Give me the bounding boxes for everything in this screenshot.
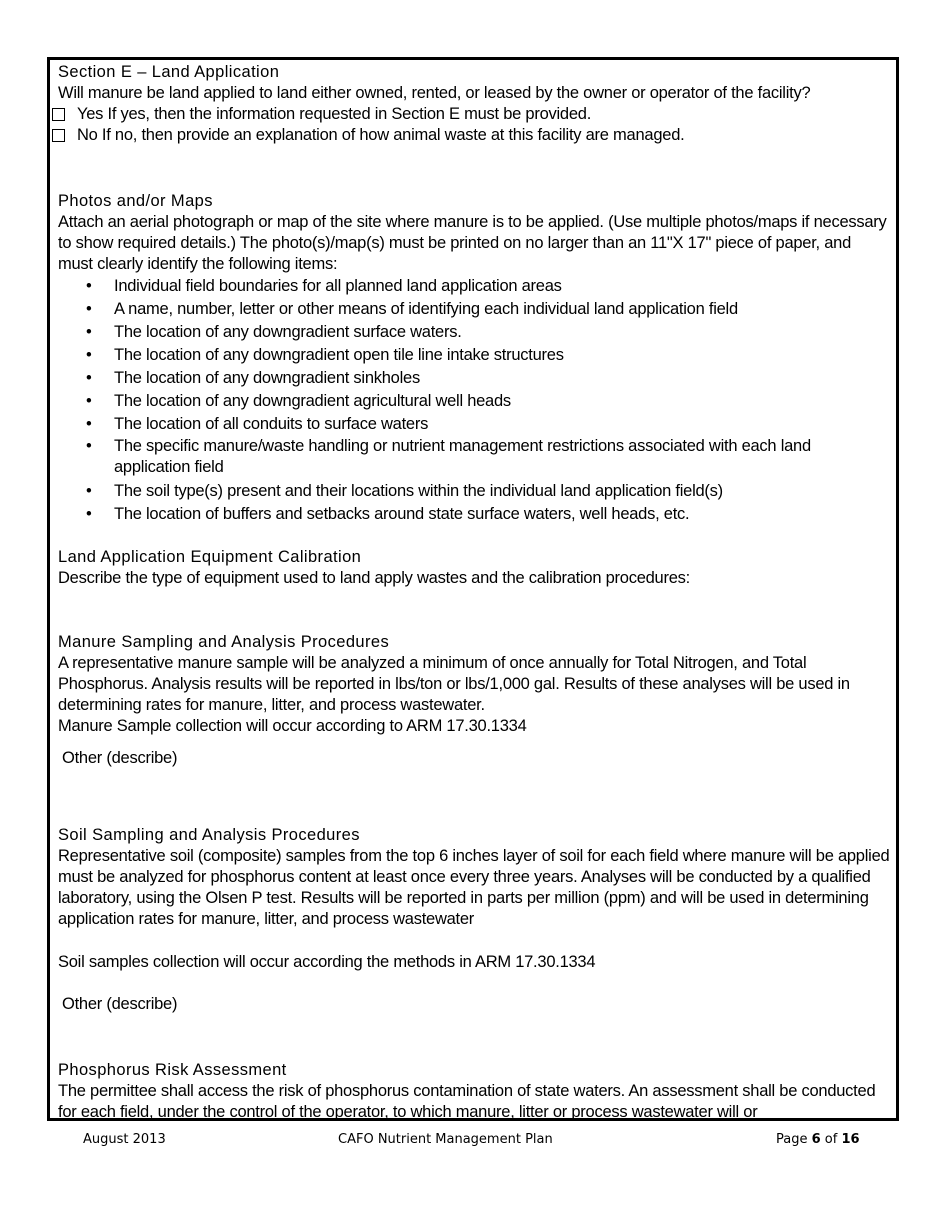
- phosphorus-heading: Phosphorus Risk Assessment: [58, 1061, 287, 1079]
- page-current: 6: [811, 1132, 821, 1147]
- photos-maps-intro: Attach an aerial photograph or map of the site where manure is to be applied. (Use multiple photos/maps if necessary to show required details.) The photo(s)/map(s) must be printed on no larger than an 11"X 17" piece of paper, and must clearly identify the following items:: [58, 213, 887, 273]
- footer-page-number: [776, 1132, 860, 1147]
- section-e-question: Will manure be land applied to land either owned, rented, or leased by the owner or operator of the facility?: [58, 84, 811, 102]
- soil-collection-text: Soil samples collection will occur according the methods in ARM 17.30.1334: [58, 953, 596, 971]
- list-item: • The specific manure/waste handling or nutrient management restrictions associated with each land application field: [58, 436, 890, 478]
- option-yes-label: Yes If yes, then the information requested in Section E must be provided.: [77, 105, 592, 123]
- manure-sampling-text: A representative manure sample will be analyzed a minimum of once annually for Total Nitrogen, and Total Phosphorus. Analysis results will be reported in lbs/ton or lbs/1,000 gal. Results of these analyses will be used in determining rates for manure, litter, and process wastewater.: [58, 654, 850, 714]
- manure-collection-text: Manure Sample collection will occur according to ARM 17.30.1334: [58, 717, 527, 735]
- list-item: • The location of any downgradient sinkholes: [58, 367, 890, 390]
- list-item: • A name, number, letter or other means of identifying each individual land application field: [58, 298, 890, 321]
- phosphorus-text: The permittee shall access the risk of phosphorus contamination of state waters. An assessment shall be conducted for each field, under the control of the operator, to which manure, litter or process wastewater will or: [58, 1082, 876, 1121]
- page-prefix: Page: [776, 1132, 812, 1147]
- list-item: • The location of all conduits to surface waters: [58, 413, 890, 436]
- list-item: • The location of any downgradient surface waters.: [58, 321, 890, 344]
- option-no: [58, 125, 890, 146]
- photos-maps-list: [58, 275, 890, 526]
- yes-checkbox[interactable]: [52, 108, 65, 121]
- soil-sampling-text: Representative soil (composite) samples from the top 6 inches layer of soil for each field where manure will be applied must be analyzed for phosphorus content at least once every three years. Analyses will be conducted by a qualified laboratory, using the Olsen P test. Results will be reported in parts per million (ppm) and will be used in determining application rates for manure, litter, and process wastewater: [58, 847, 890, 928]
- form-frame: [47, 57, 899, 1121]
- soil-sampling-heading: Soil Sampling and Analysis Procedures: [58, 826, 360, 844]
- soil-other-field[interactable]: Other (describe): [62, 995, 178, 1013]
- section-e-heading: Section E – Land Application: [58, 63, 280, 81]
- list-item: • The soil type(s) present and their locations within the individual land application field(s): [58, 480, 890, 503]
- page-total: 16: [841, 1132, 860, 1147]
- no-checkbox[interactable]: [52, 129, 65, 142]
- equipment-heading: Land Application Equipment Calibration: [58, 548, 362, 566]
- manure-sampling-heading: Manure Sampling and Analysis Procedures: [58, 633, 390, 651]
- footer-title: CAFO Nutrient Management Plan: [338, 1132, 553, 1147]
- list-item: • The location of buffers and setbacks around state surface waters, well heads, etc.: [58, 503, 890, 526]
- equipment-text: Describe the type of equipment used to land apply wastes and the calibration procedures:: [58, 569, 690, 587]
- option-no-label: No If no, then provide an explanation of how animal waste at this facility are managed.: [77, 126, 685, 144]
- option-yes: [58, 104, 890, 125]
- page-footer: [0, 1132, 950, 1152]
- footer-date: August 2013: [83, 1132, 166, 1147]
- list-item: • The location of any downgradient open tile line intake structures: [58, 344, 890, 367]
- photos-maps-heading: Photos and/or Maps: [58, 192, 213, 210]
- page-mid: of: [820, 1132, 842, 1147]
- manure-other-field[interactable]: Other (describe): [62, 749, 178, 767]
- list-item: • Individual field boundaries for all planned land application areas: [58, 275, 890, 298]
- list-item: • The location of any downgradient agricultural well heads: [58, 390, 890, 413]
